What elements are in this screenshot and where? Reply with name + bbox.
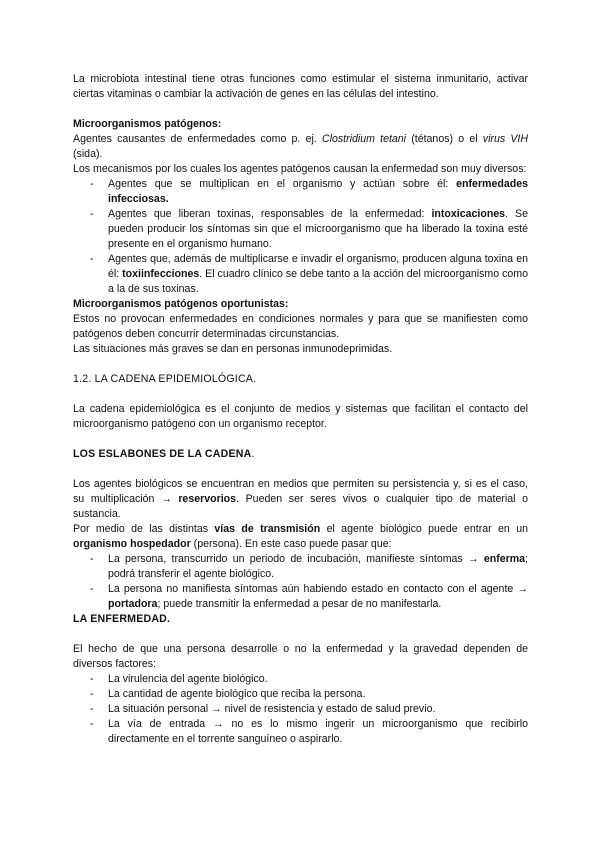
enfermedad-list: [73, 672, 528, 747]
enfermedad-heading: LA ENFERMEDAD.: [73, 613, 171, 625]
eslabones-paragraph-1: Los agentes biológicos se encuentran en medios que permiten su persistencia y, si es el caso, su multiplicación → reservorios. Pueden ser seres vivos o cualquier tipo de material o sustancia.: [73, 478, 529, 520]
eslabones-heading: LOS ESLABONES DE LA CADENA.: [73, 448, 255, 460]
list-item: - La situación personal → nivel de resistencia y estado de salud previo.: [73, 702, 528, 717]
list-item: - La persona, transcurrido un periodo de incubación, manifieste síntomas → enferma; podrá transferir el agente biológico.: [73, 552, 528, 582]
intro-paragraph: La microbiota intestinal tiene otras funciones como estimular el sistema inmunitario, activar ciertas vitaminas o cambiar la activación de genes en las células del intestino.: [73, 73, 528, 100]
oportunistas-text-2: Las situaciones más graves se dan en personas inmunodeprimidas.: [73, 343, 393, 355]
patogenos-mecanismos: Los mecanismos por los cuales los agentes patógenos causan la enfermedad son muy diversos:: [73, 163, 527, 175]
oportunistas-text: Estos no provocan enfermedades en condiciones normales y para que se manifiesten como patógenos deben concurrir determinadas circunstancias.: [73, 313, 528, 340]
list-item: - Agentes que, además de multiplicarse e invadir el organismo, producen alguna toxina en él: toxiinfecciones. El cuadro clínico se debe tanto a la acción del microorganismo como a la de sus toxinas.: [73, 252, 528, 297]
list-item: - La virulencia del agente biológico.: [73, 672, 528, 687]
oportunistas-heading: Microorganismos patógenos oportunistas:: [73, 298, 289, 310]
patogenos-heading: Microorganismos patógenos:: [73, 118, 222, 130]
patogenos-examples: Agentes causantes de enfermedades como p. ej. Clostridium tetani (tétanos) o el virus VIH (sida).: [73, 133, 528, 160]
patogenos-list: [73, 177, 528, 297]
cadena-heading: 1.2. LA CADENA EPIDEMIOLÓGICA.: [73, 373, 257, 385]
list-item: - La cantidad de agente biológico que reciba la persona.: [73, 687, 528, 702]
document-page: [73, 72, 528, 747]
enfermedad-text: El hecho de que una persona desarrolle o no la enfermedad y la gravedad dependen de diversos factores:: [73, 643, 528, 670]
cadena-text: La cadena epidemiológica es el conjunto de medios y sistemas que facilitan el contacto del microorganismo patógeno con un organismo receptor.: [73, 403, 528, 430]
list-item: - La persona no manifiesta síntomas aún habiendo estado en contacto con el agente → portadora; puede transmitir la enfermedad a pesar de no manifestarla.: [73, 582, 528, 612]
list-item: - Agentes que se multiplican en el organismo y actúan sobre él: enfermedades infecciosas.: [73, 177, 528, 207]
list-item: - Agentes que liberan toxinas, responsables de la enfermedad: intoxicaciones. Se pueden producir los síntomas sin que el microorganismo que ha liberado la toxina esté presente en el organismo humano.: [73, 207, 528, 252]
list-item: - La vía de entrada → no es lo mismo ingerir un microorganismo que recibirlo directamente en el torrente sanguíneo o aspirarlo.: [73, 717, 528, 747]
eslabones-list: [73, 552, 528, 612]
eslabones-paragraph-2: Por medio de las distintas vías de transmisión el agente biológico puede entrar en un organismo hospedador (persona). En este caso puede pasar que:: [73, 523, 528, 550]
